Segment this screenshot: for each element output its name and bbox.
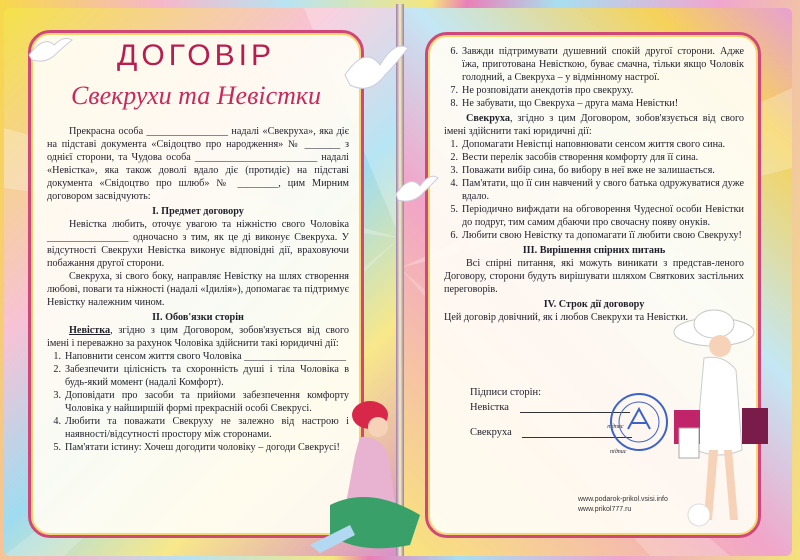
list-item-text: Любити свою Невістку та допомагати її любити свою Свекруху! (462, 230, 742, 241)
list-item-number: 6. (450, 46, 458, 57)
list-item-text: Любити та поважати Свекруху не залежно від настрою і наявності/відсутності простору між сторонами. (65, 416, 349, 440)
list-item-text: Доповідати про засоби та прийоми забезпечення комфорту Чоловіка у найширшій формі прекрасній особі Свекрусі. (65, 390, 349, 414)
svekrukha-lead-text: , згідно з цим Договором, зобов'язується від свого імені здійснити такі юридичні дії: (444, 113, 744, 137)
stamp-seal-icon (608, 391, 670, 453)
list-item-number: 8. (450, 98, 458, 109)
section-1-paragraph-2: Свекруха, зі свого боку, направляє Невістку на шлях створення любові, поваги та ніжності (надалі «Ідилія»), допомагає та підтримує Невістку належним чином. (47, 271, 349, 308)
list-item-text: Вести перелік засобів створення комфорту для її сина. (462, 152, 699, 163)
list-item-number: 7. (450, 85, 458, 96)
svekrukha-obligations-list (444, 138, 744, 242)
footer-link-1: www.podarok-prikol.vsisi.info (578, 496, 668, 503)
list-item (47, 350, 349, 363)
signature-nevistka-label: Невістка (470, 402, 509, 413)
list-item-text: Поважати вибір сина, бо вибору в неї вже не залишається. (462, 165, 715, 176)
section-2-lead (47, 324, 349, 350)
document-title: ДОГОВІР (117, 39, 275, 72)
list-item-text: Забезпечити цілісність та схоронність душі і тіла Чоловіка в будь-який момент (надалі Комфорт). (65, 364, 349, 388)
dove-icon (392, 170, 440, 210)
list-item-number: 3. (450, 165, 458, 176)
list-item-number: 4. (53, 416, 61, 427)
dove-icon (340, 40, 410, 100)
list-item-text: Наповнити сенсом життя свого Чоловіка ____________________ (65, 351, 347, 362)
list-item-text: Не забувати, що Свекруха – друга мама Невістки! (462, 98, 679, 109)
svekrukha-lead (444, 112, 744, 138)
list-item (47, 363, 349, 389)
list-item (444, 97, 744, 110)
list-item-number: 5. (53, 442, 61, 453)
list-item-number: 3. (53, 390, 61, 401)
section-3-paragraph: Всі спірні питання, які можуть виникати з представ-леного Договору, сторони будуть вирішувати шляхом Святкових застільних переговорів. (444, 258, 744, 295)
section-1-paragraph-1: Невістка любить, оточує увагою та ніжністю свого Чоловіка ________________ одночасно з тим, як це ді виконує Свекруха. У відсутності Свекрухи Невістка виконує відповідні дії, враховуючи побажання другої сторони. (47, 219, 349, 269)
section-2-lead-text: , згідно з цим Договором, зобов'язується від свого імені і переважно за рахунок Чоловіка здійснити такі юридичні дії: (47, 325, 349, 349)
list-item (444, 84, 744, 97)
woman-illustration (300, 395, 440, 555)
list-item-number: 6. (450, 230, 458, 241)
list-item-number: 1. (53, 351, 61, 362)
list-item (444, 177, 744, 203)
right-text-block (444, 45, 744, 324)
list-item-text: Пам'ятати, що її син навчений у свого батька одружуватися дуже вдало. (462, 178, 744, 202)
list-item (444, 45, 744, 84)
intro-paragraph: Прекрасна особа ________________ надалі «Свекруха», яка діє на підставі документа «Свідоцтво про народження» № _______ з однієї сторони, та Чудова особа ________________________ надалі «Невістка», яка також доволі вдало діє (протидіє) на підставі документа «Свідоцтво про шлюб» № ________, цим Мирним договором засвідчують: (47, 126, 349, 202)
list-item-number: 1. (450, 139, 458, 150)
list-item (444, 229, 744, 242)
section-1-heading: І. Предмет договору (152, 206, 244, 217)
section-4-paragraph: Цей договір довічний, як і любов Свекрухи та Невістки. (444, 312, 689, 323)
list-item (444, 164, 744, 177)
document-subtitle: Свекрухи та Невістки (70, 81, 322, 110)
list-item-text: Пам'ятати істину: Хочеш догодити чоловіку – догоди Свекрусі! (65, 442, 340, 453)
list-item-number: 4. (450, 178, 458, 189)
list-item-number: 2. (450, 152, 458, 163)
section-4-heading: IV. Строк дії договору (543, 299, 645, 310)
list-item (444, 151, 744, 164)
list-item-number: 5. (450, 204, 458, 215)
dove-icon (24, 30, 74, 70)
section-3-heading: ІІІ. Вирішення спірних питань (522, 245, 666, 256)
list-item-text: Завжди підтримувати душевний спокій другої сторони. Адже їжа, приготована Невісткою, буває смачна, тільки якщо Чоловік голодний, а Свекруха – у відмінному настрої. (462, 46, 744, 83)
list-item-text: Допомагати Невістці наповнювати сенсом життя свого сина. (462, 139, 726, 150)
section-2-lead-party: Невістка (69, 325, 111, 336)
footer-link-2: www.prikol777.ru (578, 506, 632, 513)
signature-svekrukha-label: Свекруха (470, 427, 512, 438)
signatures-title: Підписи сторін: (470, 387, 542, 398)
svekrukha-lead-party: Свекруха (466, 113, 510, 124)
right-obligations-list-top (444, 45, 744, 110)
list-item-number: 2. (53, 364, 61, 375)
list-item-text: Періодично вифждати на обговорення Чудесної особи Невістки до подруг, тим самим дбаючи про свочасну появу онуків. (462, 204, 744, 228)
signature-nevistka-caption: підпис (607, 424, 624, 430)
list-item (444, 203, 744, 229)
list-item (444, 138, 744, 151)
section-2-heading: ІІ. Обов'язки сторін (152, 312, 244, 323)
list-item-text: Не розповідати анекдотів про свекруху. (462, 85, 634, 96)
signature-nevistka (470, 402, 630, 430)
signature-svekrukha-caption: підпис (610, 449, 627, 455)
fashion-woman-illustration (664, 300, 784, 540)
